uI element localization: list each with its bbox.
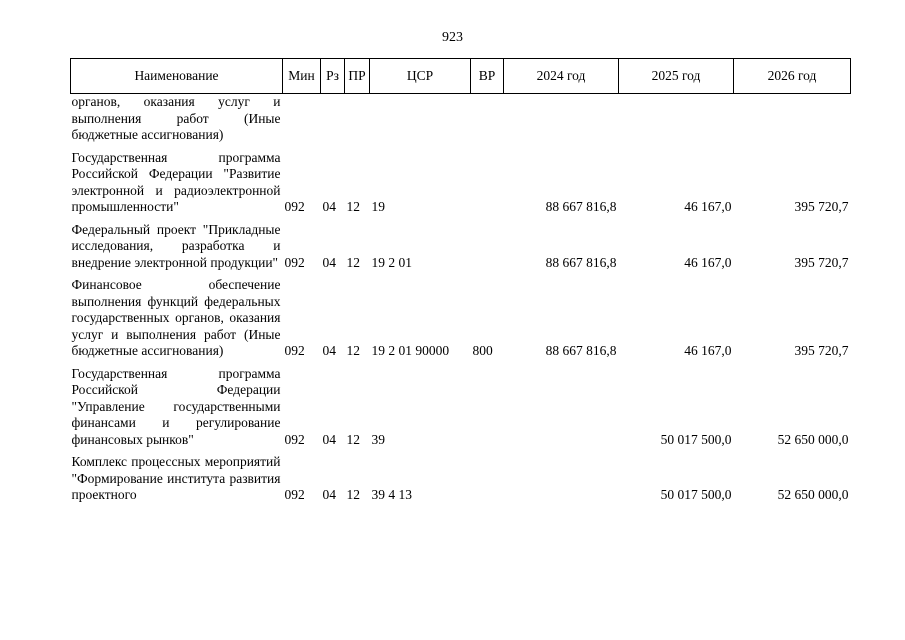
row-min: 092	[284, 343, 305, 358]
row-2024	[504, 94, 619, 150]
row-csr: 19 2 01	[371, 254, 412, 270]
row-min: 092	[284, 254, 305, 270]
row-2024	[504, 366, 619, 455]
row-2026: 52 650 000,0	[777, 431, 849, 447]
row-pr: 12	[346, 254, 360, 270]
row-rz: 04	[322, 431, 336, 447]
row-pr: 12	[346, 199, 360, 214]
row-pr: 12	[346, 343, 360, 358]
row-csr: 39	[371, 431, 385, 447]
row-csr	[370, 94, 471, 150]
row-vr	[471, 366, 504, 455]
row-pr: 12	[346, 487, 360, 502]
budget-table	[70, 58, 851, 510]
row-csr: 39 4 13	[371, 487, 412, 502]
row-vr	[471, 454, 504, 510]
header-name: Наименование	[71, 59, 283, 94]
table-header-row	[71, 59, 851, 94]
row-pr: 12	[346, 431, 360, 447]
table-row	[71, 94, 851, 150]
page-number: 923	[442, 30, 463, 45]
row-rz: 04	[322, 254, 336, 270]
table-row	[71, 222, 851, 278]
row-vr	[471, 222, 504, 278]
row-2025: 46 167,0	[684, 343, 732, 358]
row-2026: 395 720,7	[794, 343, 849, 358]
row-csr: 19	[371, 199, 385, 214]
header-pr: ПР	[345, 59, 370, 94]
row-2025: 46 167,0	[684, 254, 732, 270]
row-2024: 88 667 816,8	[545, 199, 617, 214]
row-pr	[345, 94, 370, 150]
header-vr: ВР	[471, 59, 504, 94]
row-rz: 04	[322, 199, 336, 214]
row-vr	[471, 94, 504, 150]
row-name: Комплекс процессных мероприятий "Формирование института развития проектного	[71, 454, 281, 502]
row-2024: 88 667 816,8	[545, 343, 617, 358]
row-2025: 46 167,0	[684, 199, 732, 214]
row-2025: 50 017 500,0	[660, 487, 732, 502]
row-min	[283, 94, 321, 150]
table-row	[71, 454, 851, 510]
row-min: 092	[284, 487, 305, 502]
row-2025	[619, 94, 734, 150]
row-2024: 88 667 816,8	[545, 254, 617, 270]
row-vr	[471, 150, 504, 222]
row-2026: 395 720,7	[794, 199, 849, 214]
row-name: Федеральный проект "Прикладные исследования, разработка и внедрение электронной продукции"	[71, 221, 281, 270]
row-rz	[321, 94, 345, 150]
table-row	[71, 150, 851, 222]
row-min: 092	[284, 431, 305, 447]
header-csr: ЦСР	[370, 59, 471, 94]
header-rz: Рз	[321, 59, 345, 94]
row-min: 092	[284, 199, 305, 214]
row-2024	[504, 454, 619, 510]
row-csr: 19 2 01 90000	[371, 343, 450, 358]
row-2026: 395 720,7	[794, 254, 849, 270]
row-name: Государственная программа Российской Федерации "Управление государственными финансами и регулирование финансовых рынков"	[71, 365, 281, 447]
header-min: Мин	[283, 59, 321, 94]
row-rz: 04	[322, 343, 336, 358]
row-name: Финансовое обеспечение выполнения функций федеральных государственных органов, оказания услуг и выполнения работ (Иные бюджетные ассигнования)	[71, 277, 281, 358]
row-vr: 800	[472, 343, 493, 358]
row-rz: 04	[322, 487, 336, 502]
table-row	[71, 277, 851, 366]
row-name: Государственная программа Российской Федерации "Развитие электронной и радиоэлектронной промышленности"	[71, 149, 281, 214]
header-2025: 2025 год	[619, 59, 734, 94]
header-2026: 2026 год	[734, 59, 851, 94]
table-row	[71, 366, 851, 455]
header-2024: 2024 год	[504, 59, 619, 94]
row-name: органов, оказания услуг и выполнения работ (Иные бюджетные ассигнования)	[71, 94, 281, 142]
row-2026: 52 650 000,0	[777, 487, 849, 502]
row-2026	[734, 94, 851, 150]
row-2025: 50 017 500,0	[660, 431, 732, 447]
